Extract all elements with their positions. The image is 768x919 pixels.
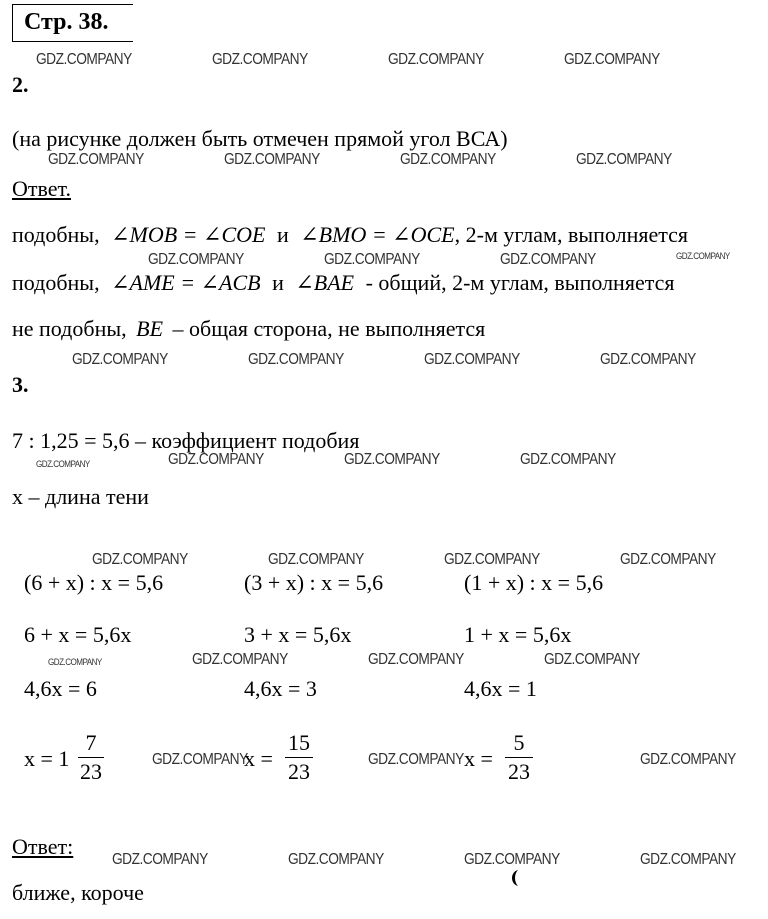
col2-eq3: 4,6x = 3 [244, 676, 317, 701]
angle-equality-1: ∠MOB = ∠COE [111, 222, 266, 247]
watermark: GDZ.COMPANY [48, 151, 144, 168]
angle-equality-1: ∠AME = ∠ACB [111, 270, 261, 295]
segment-var: BE [136, 316, 164, 341]
line-prefix: подобны, [12, 270, 100, 295]
col3-eq2: 1 + x = 5,6x [464, 622, 572, 647]
task-2-number: 2. [12, 72, 29, 97]
watermark: GDZ.COMPANY [324, 251, 420, 268]
col3-fraction [505, 731, 533, 784]
denominator: 23 [288, 759, 310, 784]
watermark: GDZ.COMPANY [576, 151, 672, 168]
watermark: GDZ.COMPANY [248, 351, 344, 368]
watermark: GDZ.COMPANY [400, 151, 496, 168]
task-2-line-3 [12, 316, 485, 342]
watermark: GDZ.COMPANY [168, 451, 264, 468]
task-2-note: (на рисунке должен быть отмечен прямой угол ВСА) [12, 126, 508, 151]
task-3-ratio: 7 : 1,25 = 5,6 – коэффициент подобия [12, 428, 360, 453]
line-prefix: не подобны, [12, 316, 127, 341]
watermark: GDZ.COMPANY [148, 251, 244, 268]
watermark: GDZ.COMPANY [112, 851, 208, 868]
watermark: GDZ.COMPANY [600, 351, 696, 368]
watermark: GDZ.COMPANY [388, 51, 484, 68]
watermark: GDZ.COMPANY [224, 151, 320, 168]
col1-eq2: 6 + x = 5,6x [24, 622, 132, 647]
watermark: GDZ.COMPANY [368, 751, 464, 768]
angle-equality-2: ∠BMO = ∠OCE [300, 222, 455, 247]
col3-eq1: (1 + x) : x = 5,6 [464, 570, 604, 595]
watermark: GDZ.COMPANY [620, 551, 716, 568]
col2-result-prefix: x = [244, 746, 273, 771]
watermark: GDZ.COMPANY [564, 51, 660, 68]
watermark: GDZ.COMPANY [36, 51, 132, 68]
task-2-line-1 [12, 222, 688, 248]
watermark: GDZ.COMPANY [48, 657, 102, 667]
col2-eq1: (3 + x) : x = 5,6 [244, 570, 384, 595]
col1-result-prefix: x = 1 [24, 746, 70, 771]
fraction-bar [285, 757, 313, 758]
fraction-bar [78, 757, 104, 758]
conjunction: и [272, 270, 284, 295]
watermark: GDZ.COMPANY [640, 751, 736, 768]
task-3-answer-label: Ответ: [12, 834, 74, 859]
watermark: GDZ.COMPANY [424, 351, 520, 368]
watermark: GDZ.COMPANY [288, 851, 384, 868]
col1-eq1: (6 + x) : x = 5,6 [24, 570, 164, 595]
task-2-answer-label: Ответ. [12, 176, 71, 201]
conjunction: и [276, 222, 289, 247]
watermark: GDZ.COMPANY [344, 451, 440, 468]
line-suffix: – общая сторона, не выполняется [172, 316, 486, 341]
watermark: GDZ.COMPANY [464, 851, 560, 868]
col1-eq3: 4,6x = 6 [24, 676, 97, 701]
col2-eq2: 3 + x = 5,6x [244, 622, 352, 647]
watermark: GDZ.COMPANY [36, 459, 90, 469]
task-3-x-definition: x – длина тени [12, 484, 149, 509]
watermark: GDZ.COMPANY [192, 651, 288, 668]
task-2-line-2 [12, 270, 674, 296]
numerator: 5 [513, 730, 525, 755]
fraction-bar [505, 757, 533, 758]
watermark: GDZ.COMPANY [676, 251, 730, 261]
watermark: GDZ.COMPANY [544, 651, 640, 668]
col3-result-prefix: x = [464, 746, 493, 771]
watermark: GDZ.COMPANY [640, 851, 736, 868]
col3-eq3: 4,6x = 1 [464, 676, 537, 701]
watermark: GDZ.COMPANY [520, 451, 616, 468]
numerator: 7 [85, 730, 97, 755]
line-suffix: - общий, 2-м углам, выполняется [365, 270, 675, 295]
watermark: GDZ.COMPANY [152, 751, 248, 768]
watermark: GDZ.COMPANY [212, 51, 308, 68]
denominator: 23 [80, 759, 102, 784]
numerator: 15 [288, 730, 310, 755]
watermark: GDZ.COMPANY [368, 651, 464, 668]
angle-common: ∠BAE [295, 270, 355, 295]
task-3-answer: ближе, короче [12, 880, 144, 905]
watermark: GDZ.COMPANY [444, 551, 540, 568]
line-suffix: , 2-м углам, выполняется [454, 222, 688, 247]
watermark: GDZ.COMPANY [500, 251, 596, 268]
col1-fraction [78, 731, 104, 784]
line-prefix: подобны, [12, 222, 100, 247]
task-3-number: 3. [12, 372, 29, 397]
watermark: GDZ.COMPANY [268, 551, 364, 568]
denominator: 23 [508, 759, 530, 784]
watermark: GDZ.COMPANY [92, 551, 188, 568]
col2-fraction [285, 731, 313, 784]
watermark: GDZ.COMPANY [72, 351, 168, 368]
page-title: Стр. 38. [24, 9, 109, 35]
decorative-mark [508, 868, 522, 888]
